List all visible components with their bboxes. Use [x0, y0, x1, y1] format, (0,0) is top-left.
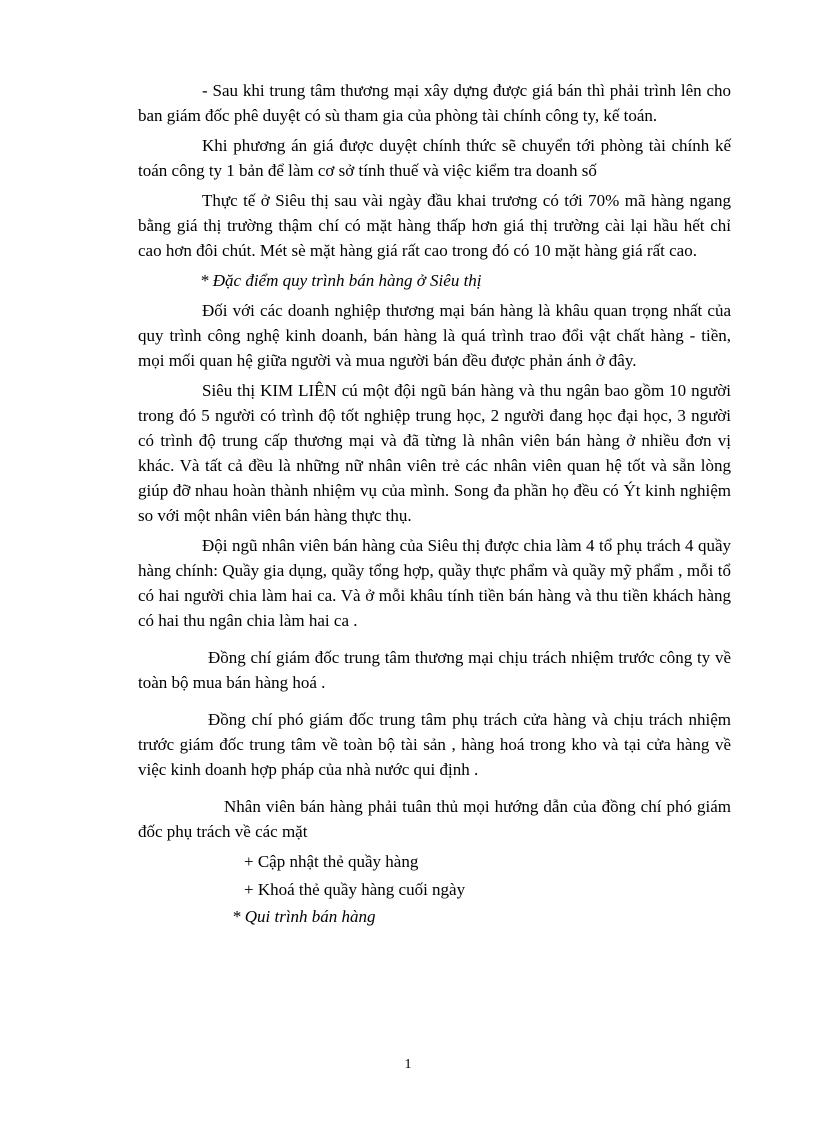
paragraph-staff-groups: Đội ngũ nhân viên bán hàng của Siêu thị được chia làm 4 tổ phụ trách 4 quầy hàng chính: Quầy gia dụng, quầy tổng hợp, quầy thực phẩm và quầy mỹ phẩm , mỗi tổ có hai người chia làm hai ca. Và ở mỗi khâu tính tiền bán hàng và thu tiền khách hàng có hai thu ngân chia làm hai ca . — [138, 536, 731, 630]
paragraph-sales-importance: Đối với các doanh nghiệp thương mại bán hàng là khâu quan trọng nhất của quy trình công nghệ kinh doanh, bán hàng là quá trình trao đổi vật chất hàng - tiền, mọi mối quan hệ giữa người và mua người bán đều được phản ánh ở đây. — [138, 301, 731, 370]
list-item-update-card: + Cập nhật thẻ quầy hàng — [244, 852, 419, 871]
paragraph-market-price: Thực tế ở Siêu thị sau vài ngày đầu khai trương có tới 70% mã hàng ngang bằng giá thị trường thậm chí có mặt hàng thấp hơn giá thị trường cài lại hầu hết chỉ cao hơn đôi chút. Mét sè mặt hàng giá rất cao trong đó có 10 mặt hàng giá rất cao. — [138, 191, 731, 260]
paragraph-price-approval: - Sau khi trung tâm thương mại xây dựng được giá bán thì phải trình lên cho ban giám đốc phê duyệt có sù tham gia của phòng tài chính công ty, kế toán. — [138, 81, 731, 125]
section-heading-sales-procedure: * Qui trình bán hàng — [232, 907, 376, 926]
list-item-lock-card: + Khoá thẻ quầy hàng cuối ngày — [244, 880, 466, 899]
paragraph-staff-team: Siêu thị KIM LIÊN cú một đội ngũ bán hàng và thu ngân bao gồm 10 người trong đó 5 người có trình độ tốt nghiệp trung học, 2 người đang học đại học, 3 người có trình độ trung cấp thương mại và đã từng là nhân viên bán hàng ở nhiều đơn vị khác. Và tất cả đều là những nữ nhân viên trẻ các nhân viên quan hệ tốt và sẵn lòng giúp đỡ nhau hoàn thành nhiệm vụ của mình. Song đa phần họ đều có Ýt kinh nghiệm so với một nhân viên bán hàng thực thụ. — [138, 381, 731, 525]
paragraph-price-plan: Khi phương án giá được duyệt chính thức sẽ chuyển tới phòng tài chính kế toán công ty 1 bản để làm cơ sở tính thuế và việc kiểm tra doanh số — [138, 136, 731, 180]
page-number: 1 — [404, 1057, 412, 1072]
paragraph-staff-duties: Nhân viên bán hàng phải tuân thủ mọi hướng dẫn của đồng chí phó giám đốc phụ trách về các mặt — [138, 797, 731, 841]
body-text — [138, 78, 731, 934]
section-heading-sales-process-features: * Đặc điểm quy trình bán hàng ở Siêu thị — [200, 271, 482, 290]
paragraph-deputy-director: Đồng chí phó giám đốc trung tâm phụ trách cửa hàng và chịu trách nhiệm trước giám đốc trung tâm về toàn bộ tài sản , hàng hoá trong kho và tại cửa hàng về việc kinh doanh hợp pháp của nhà nước qui định . — [138, 710, 731, 779]
paragraph-director: Đồng chí giám đốc trung tâm thương mại chịu trách nhiệm trước công ty về toàn bộ mua bán hàng hoá . — [138, 648, 731, 692]
